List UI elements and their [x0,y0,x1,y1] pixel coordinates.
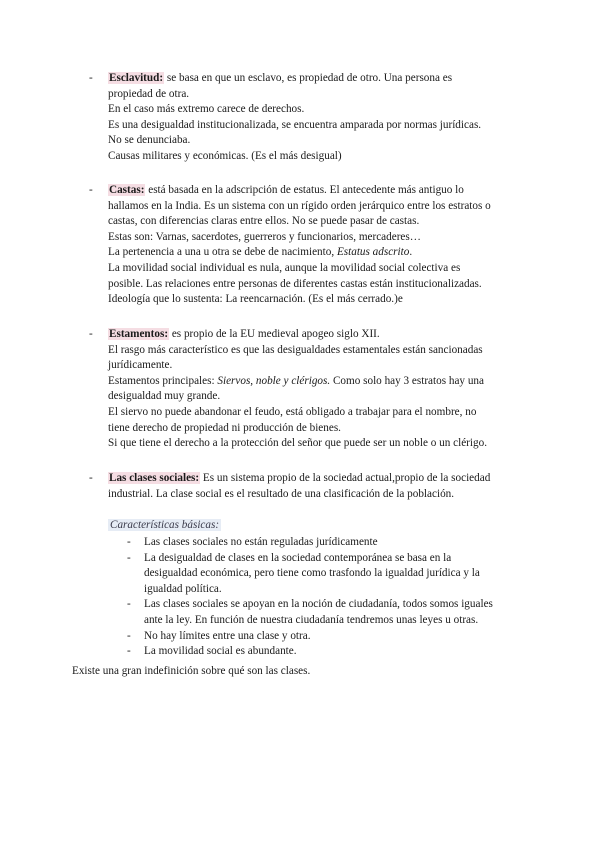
list-item [127,551,527,598]
section-term: Estamentos: [109,328,169,340]
bullet-dash: - [127,645,131,658]
text-segment: Es un sistema propio de la sociedad actual,propio de la sociedad [200,472,491,484]
section-term: Las clases sociales: [109,472,200,484]
closing-sentence: Existe una gran indefinición sobre qué son las clases. [72,665,311,677]
bullet-dash: - [127,551,131,564]
list-item [127,535,527,551]
text-segment: Como solo hay 3 estratos hay una [330,374,484,387]
text-line: jurídicamente. [108,359,173,372]
bullet-dash: - [127,536,131,548]
text-line: desigualdad económica, pero tiene como trasfondo la igualdad jurídica y la [144,567,480,580]
text-line: El rasgo más característico es que las desigualdades estamentales están sancionadas [108,343,483,356]
text-segment: Estamentos principales: [108,374,218,387]
section-term: Esclavitud: [109,72,164,84]
bullet-dash: - [89,328,93,340]
section-castas [89,183,529,308]
text-segment: es propio de la EU medieval apogeo siglo XII. [169,328,380,340]
bullet-dash: - [89,472,93,484]
section-first-line [108,471,529,487]
text-line: Es una desigualdad institucionalizada, se encuentra amparada por normas jurídicas. [108,118,482,131]
text-line [108,374,529,390]
bullet-dash: - [127,598,131,611]
text-line: No se denunciaba. [108,134,191,147]
text-line: La movilidad social es abundante. [144,645,297,658]
text-line: La movilidad social individual es nula, aunque la movilidad social colectiva es [108,261,461,274]
text-line: tiene derecho de propiedad ni producción de bienes. [108,421,341,434]
characteristics-heading: Características básicas: [110,519,220,531]
text-line: desigualdad muy grande. [108,390,221,403]
list-item [127,597,527,628]
text-segment: La pertenencia a una u otra se debe de nacimiento, [108,246,337,259]
text-segment: se basa en que un esclavo, es propiedad de otro. Una persona es [164,72,453,84]
section-esclavitud [89,71,529,165]
section-first-line [108,327,529,343]
section-estamentos [89,327,529,452]
italic-term: Estatus adscrito [336,246,410,259]
text-line [108,245,529,261]
text-line: Las clases sociales no están reguladas jurídicamente [144,536,378,548]
text-line: industrial. La clase social es el resultado de una clasificación de la población. [108,487,455,500]
section-term: Castas: [109,184,145,196]
italic-term: Siervos, noble y clérigos. [217,374,331,387]
bullet-dash: - [89,72,93,84]
text-line: castas, con diferencias claras entre ellos. No se puede pasar de castas. [108,215,420,228]
text-line: Causas militares y económicas. (Es el más desigual) [108,149,342,162]
text-line: El siervo no puede abandonar el feudo, está obligado a trabajar para el nombre, no [108,405,477,418]
text-segment: está basada en la adscripción de estatus. El antecedente más antiguo lo [145,184,464,196]
text-line: ante la ley. En función de nuestra ciudadanía tendremos unas leyes u otras. [144,613,479,626]
text-line: propiedad de otra. [108,87,190,100]
text-line: posible. Las relaciones entre personas de diferentes castas están institucionalizadas. [108,277,482,290]
section-first-line [108,71,529,87]
bullet-dash: - [89,184,93,196]
text-line: Si que tiene el derecho a la protección del señor que puede ser un noble o un clérigo. [108,437,487,450]
text-line: igualdad política. [144,582,222,595]
text-line: No hay límites entre una clase y otra. [144,629,311,642]
section-first-line [108,183,529,199]
text-line: En el caso más extremo carece de derechos. [108,103,305,116]
bullet-dash: - [127,629,131,642]
text-line: hallamos en la India. Es un sistema con un rígido orden jerárquico entre los estratos o [108,199,491,212]
section-clases-sociales [89,471,529,502]
characteristics-list [127,535,527,660]
list-item [127,644,527,660]
text-segment: . [409,246,413,259]
text-line: Estas son: Varnas, sacerdotes, guerreros y funcionarios, mercaderes… [108,230,421,243]
list-item [127,629,527,645]
text-line: Las clases sociales se apoyan en la noción de ciudadanía, todos somos iguales [144,598,493,611]
text-line: Ideología que lo sustenta: La reencarnación. (Es el más cerrado.)e [108,293,403,306]
text-line: La desigualdad de clases en la sociedad contemporánea se basa en la [144,551,452,564]
